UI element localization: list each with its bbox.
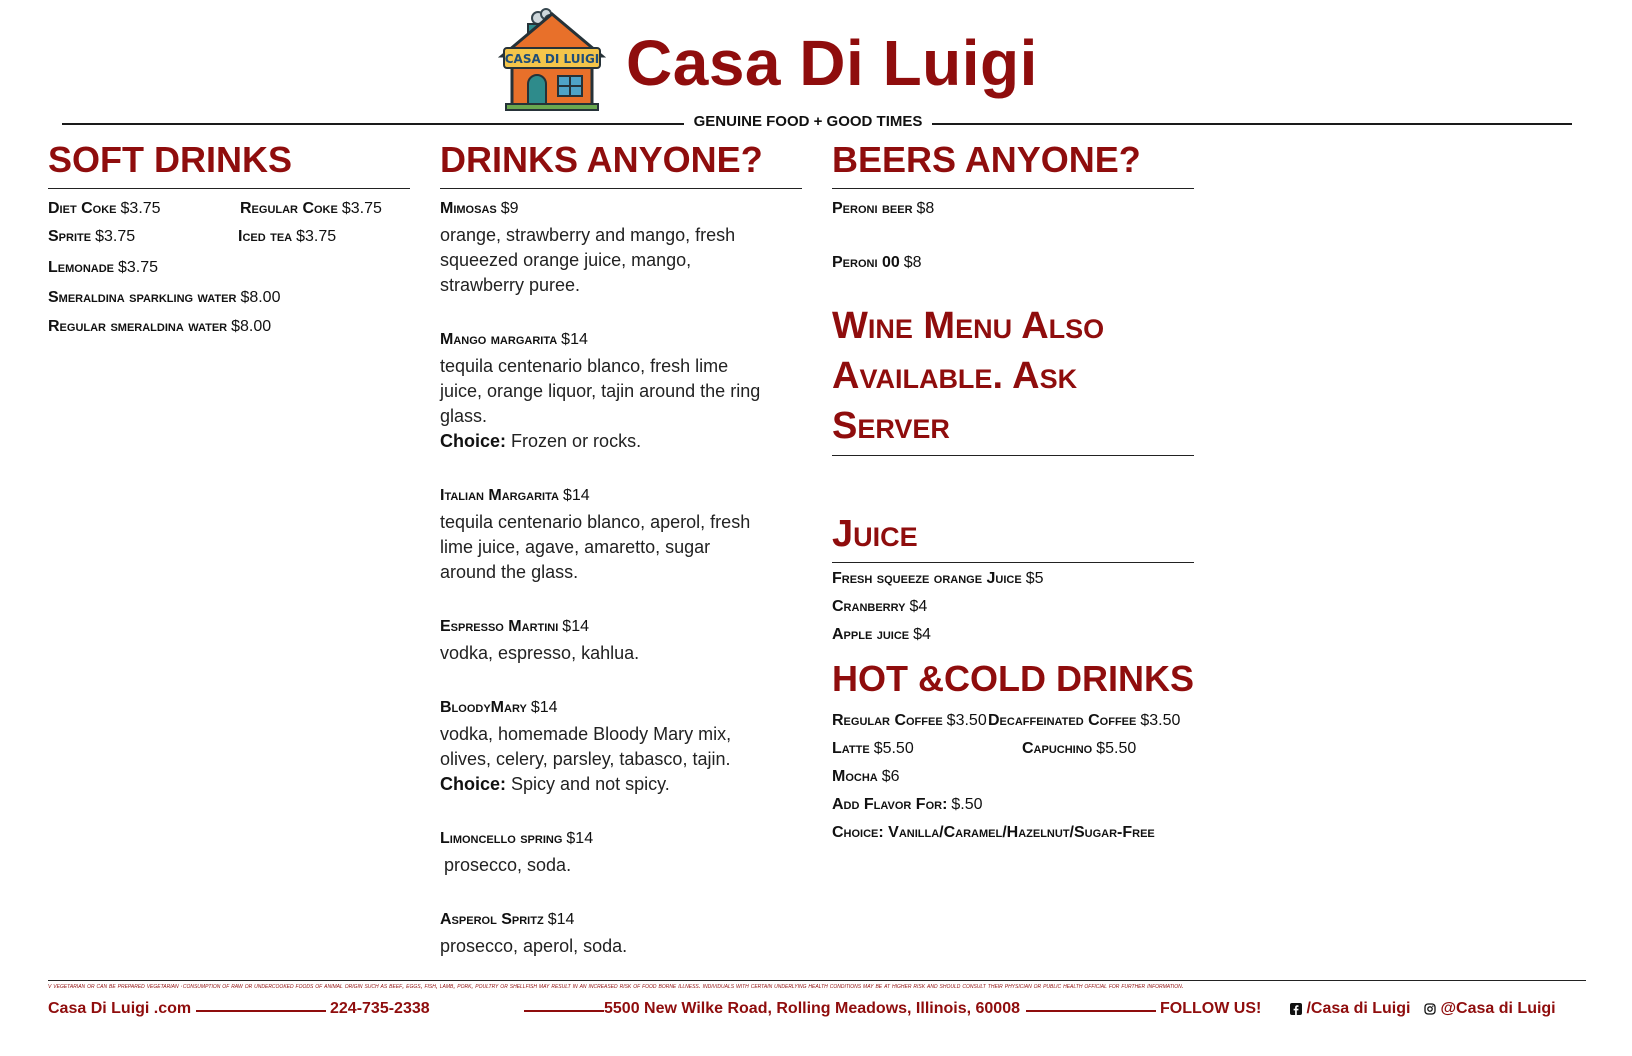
menu-item	[832, 593, 1194, 621]
item-description: vodka, espresso, kahlua.	[440, 643, 640, 663]
item-description: tequila centenario blanco, fresh lime juice, orange liquor, tajin around the ring glass.	[440, 356, 761, 426]
menu-item	[440, 613, 802, 641]
item-name: Add Flavor For:	[832, 796, 948, 813]
house-logo-icon	[498, 6, 606, 112]
menu-item	[440, 195, 802, 223]
menu-item	[832, 249, 1194, 277]
menu-item	[832, 195, 1194, 223]
menu-header	[0, 0, 1632, 140]
footer-dash	[1026, 1010, 1156, 1012]
item-price: $3.75	[95, 228, 136, 245]
item-price: $6	[881, 768, 900, 785]
follow-label: FOLLOW US!	[1160, 1000, 1262, 1017]
item-description: vodka, homemade Bloody Mary mix, olives, celery, parsley, tabasco, tajin.	[440, 724, 732, 769]
item-price: $14	[562, 618, 589, 635]
menu-item	[440, 326, 802, 354]
menu-item	[832, 763, 1194, 791]
item-price: $9	[500, 200, 519, 217]
wine-note: Wine Menu Also Available. Ask Server	[832, 301, 1194, 456]
item-name: Regular smeraldina water	[48, 318, 228, 335]
item-description: prosecco, soda.	[444, 855, 572, 875]
footer-dash	[524, 1010, 604, 1012]
choice-label: Choice:	[440, 774, 507, 794]
item-name: Mango margarita	[440, 331, 558, 348]
item-price: $8.00	[240, 289, 281, 306]
item-price: $4	[913, 626, 931, 643]
item-name: Decaffeinated Coffee	[988, 712, 1137, 729]
menu-row	[832, 707, 1194, 735]
item-price: $3.50	[946, 712, 987, 729]
item-price: $.50	[951, 796, 983, 813]
menu-row	[48, 281, 410, 311]
facebook-icon	[1290, 1003, 1302, 1015]
item-name: Mimosas	[440, 200, 497, 217]
menu-row	[48, 251, 410, 281]
divider-right	[932, 123, 1572, 125]
item-price: $8	[916, 200, 935, 217]
item-name: Cranberry	[832, 598, 906, 615]
menu-item	[832, 791, 1194, 819]
menu-item	[832, 621, 1194, 649]
section-title: SOFT DRINKS	[48, 136, 410, 189]
item-price: $5	[1025, 570, 1044, 587]
item-price: $8	[903, 254, 922, 271]
item-price: $3.75	[341, 200, 382, 217]
item-price: $3.75	[118, 259, 159, 276]
item-name: Espresso Martini	[440, 618, 559, 635]
item-name: Fresh squeeze orange Juice	[832, 570, 1022, 587]
menu-row	[48, 223, 410, 251]
item-price: $5.50	[873, 740, 914, 757]
tagline: GENUINE FOOD + GOOD TIMES	[693, 113, 923, 130]
beers-juice-hot-section	[832, 136, 1194, 847]
item-name: Sprite	[48, 228, 92, 245]
item-name: Mocha	[832, 768, 878, 785]
item-price: $3.50	[1140, 712, 1181, 729]
item-price: $14	[561, 331, 588, 348]
instagram-handle: @Casa di Luigi	[1440, 1000, 1556, 1017]
item-price: $14	[530, 699, 558, 716]
item-name: Asperol Spritz	[440, 911, 544, 928]
section-title: DRINKS ANYONE?	[440, 136, 802, 189]
restaurant-name: Casa Di Luigi	[626, 27, 1038, 99]
menu-item	[440, 482, 802, 510]
item-name: Lemonade	[48, 259, 114, 276]
menu-row	[48, 195, 410, 223]
item-name: Regular Coffee	[832, 712, 943, 729]
item-description: prosecco, aperol, soda.	[440, 936, 628, 956]
menu-row	[48, 311, 410, 339]
item-name: Diet Coke	[48, 200, 117, 217]
item-name: Peroni beer	[832, 200, 913, 217]
menu-row	[832, 735, 1194, 763]
item-choice	[440, 429, 770, 454]
item-price: $14	[547, 911, 575, 928]
facebook-handle: /Casa di Luigi	[1306, 1000, 1411, 1017]
section-title: Juice	[832, 510, 1194, 563]
section-title: HOT &COLD DRINKS	[832, 658, 1194, 699]
food-safety-disclaimer: v vegetarian or can be prepared vegetarian ·consumption of raw or undercooked foods of animal origin such as beef, eggs, fish, lamb, pork, poultry or shellfish may result in an increased risk of food borne illness. individuals with certain underlying health conditions may be at higher risk and should consult their physician or public health official for further information.	[48, 983, 1184, 990]
item-choice	[440, 772, 770, 797]
item-description: tequila centenario blanco, aperol, fresh lime juice, agave, amaretto, sugar around the glass.	[440, 512, 751, 582]
item-name: Smeraldina sparkling water	[48, 289, 237, 306]
item-name: BloodyMary	[440, 699, 527, 716]
section-title: BEERS ANYONE?	[832, 136, 1194, 189]
logo-text: CASA DI LUIGI	[504, 52, 600, 66]
item-name: Limoncello spring	[440, 830, 563, 847]
item-name: Capuchino	[1022, 740, 1093, 757]
item-name: Iced tea	[238, 228, 293, 245]
choice-value: Spicy and not spicy.	[511, 774, 670, 794]
drinks-section	[440, 136, 802, 959]
item-name: Regular Coke	[240, 200, 338, 217]
item-price: $3.75	[296, 228, 337, 245]
item-price: $14	[566, 830, 594, 847]
footer-dash	[196, 1010, 326, 1012]
address: 5500 New Wilke Road, Rolling Meadows, Illinois, 60008	[604, 1000, 1020, 1017]
item-price: $5.50	[1096, 740, 1137, 757]
item-price: $4	[909, 598, 928, 615]
item-name: Italian Margarita	[440, 487, 559, 504]
menu-item	[440, 694, 802, 722]
item-price: $8.00	[231, 318, 272, 335]
item-name: Apple juice	[832, 626, 910, 643]
menu-item	[440, 906, 802, 934]
choice-label: Choice:	[440, 431, 507, 451]
facebook-link[interactable]	[1290, 1000, 1410, 1018]
divider-left	[62, 123, 684, 125]
phone-number[interactable]: 224-735-2338	[330, 1000, 430, 1017]
menu-item	[832, 819, 1194, 847]
flavor-choice: Choice: Vanilla/Caramel/Hazelnut/Sugar-Free	[832, 824, 1155, 841]
item-price: $3.75	[120, 200, 161, 217]
item-price: $14	[562, 487, 590, 504]
menu-item	[832, 565, 1194, 593]
menu-item	[440, 825, 802, 853]
choice-value: Frozen or rocks.	[511, 431, 642, 451]
item-name: Latte	[832, 740, 870, 757]
item-description: orange, strawberry and mango, fresh squeezed orange juice, mango, strawberry puree.	[440, 225, 736, 295]
soft-drinks-section	[48, 136, 410, 339]
item-name: Peroni 00	[832, 254, 900, 271]
footer-divider	[48, 980, 1586, 981]
instagram-icon	[1424, 1003, 1436, 1015]
website-link[interactable]: Casa Di Luigi .com	[48, 1000, 192, 1017]
instagram-link[interactable]	[1424, 1000, 1556, 1018]
